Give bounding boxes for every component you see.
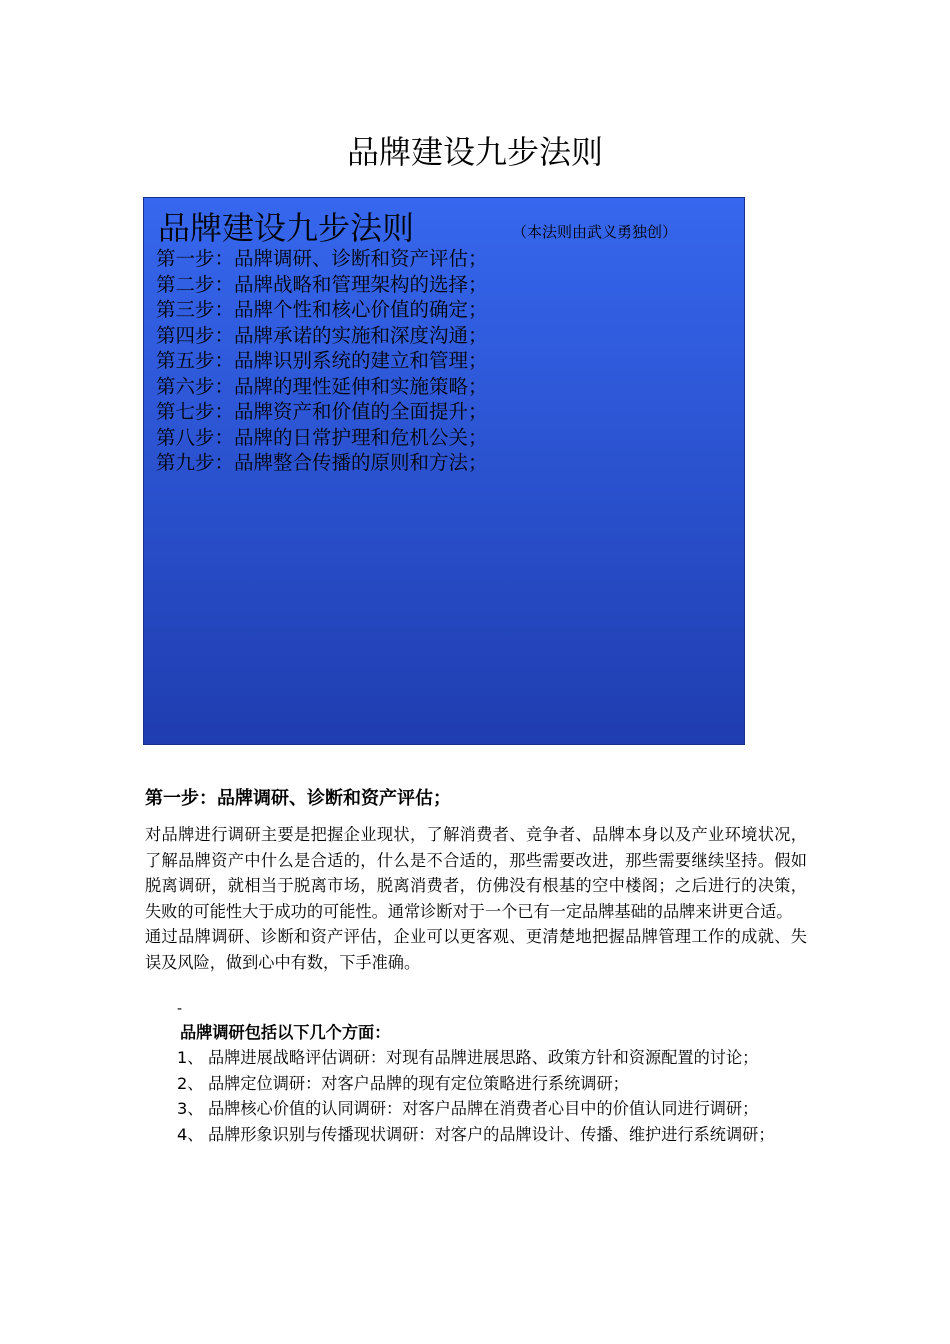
slide-step: 第七步：品牌资产和价值的全面提升；	[156, 400, 488, 423]
list-item-number: 1、	[177, 1048, 204, 1067]
paragraph: 通过品牌调研、诊断和资产评估，企业可以更客观、更清楚地把握品牌管理工作的成就、失误及风险，做到心中有数，下手准确。	[145, 927, 807, 972]
slide-step: 第四步：品牌承诺的实施和深度沟通；	[156, 323, 488, 347]
list-item-text: 品牌定位调研：对客户品牌的现有定位策略进行系统调研；	[208, 1073, 629, 1093]
list-item-number: 2、	[177, 1073, 204, 1093]
list-item-number: 4、	[177, 1124, 204, 1144]
slide-steps-list	[156, 246, 488, 476]
list-item-text: 品牌形象识别与传播现状调研：对客户的品牌设计、传播、维护进行系统调研；	[208, 1124, 775, 1144]
slide-step: 第九步：品牌整合传播的原则和方法；	[156, 451, 488, 474]
slide-author-note: （本法则由武义勇独创）	[512, 223, 678, 241]
survey-list	[177, 1045, 809, 1147]
page-title: 品牌建设九步法则	[346, 133, 603, 171]
list-item-text: 品牌核心价值的认同调研：对客户品牌在消费者心目中的价值认同进行调研；	[208, 1099, 759, 1118]
list-item-text: 品牌进展战略评估调研：对现有品牌进展思路、政策方针和资源配置的讨论；	[208, 1048, 759, 1067]
list-item	[177, 1071, 809, 1097]
section-body	[145, 822, 807, 975]
list-item	[177, 1045, 809, 1071]
slide-step: 第一步：品牌调研、诊断和资产评估；	[156, 247, 488, 270]
slide-image	[143, 197, 745, 745]
slide-step: 第八步：品牌的日常护理和危机公关；	[156, 425, 488, 449]
list-item	[177, 1096, 809, 1122]
paragraph: 对品牌进行调研主要是把握企业现状，了解消费者、竞争者、品牌本身以及产业环境状况，了解品牌资产中什么是合适的，什么是不合适的，那些需要改进，那些需要继续坚持。假如脱离调研，就相当于脱离市场，脱离消费者，仿佛没有根基的空中楼阁；之后进行的决策，失败的可能性大于成功的可能性。通常诊断对于一个已有一定品牌基础的品牌来讲更合适。	[145, 825, 807, 921]
slide-step: 第二步：品牌战略和管理架构的选择；	[156, 272, 488, 296]
slide-step: 第五步：品牌识别系统的建立和管理；	[156, 349, 488, 372]
list-item-number: 3、	[177, 1099, 204, 1118]
slide-step: 第六步：品牌的理性延伸和实施策略；	[156, 374, 488, 398]
slide-step: 第三步：品牌个性和核心价值的确定；	[156, 298, 488, 321]
dash-marker: -	[177, 1001, 183, 1017]
list-item	[177, 1122, 809, 1148]
slide-title: 品牌建设九步法则	[158, 209, 415, 247]
list-heading: 品牌调研包括以下几个方面：	[180, 1023, 391, 1042]
section-heading: 第一步：品牌调研、诊断和资产评估；	[145, 788, 451, 809]
